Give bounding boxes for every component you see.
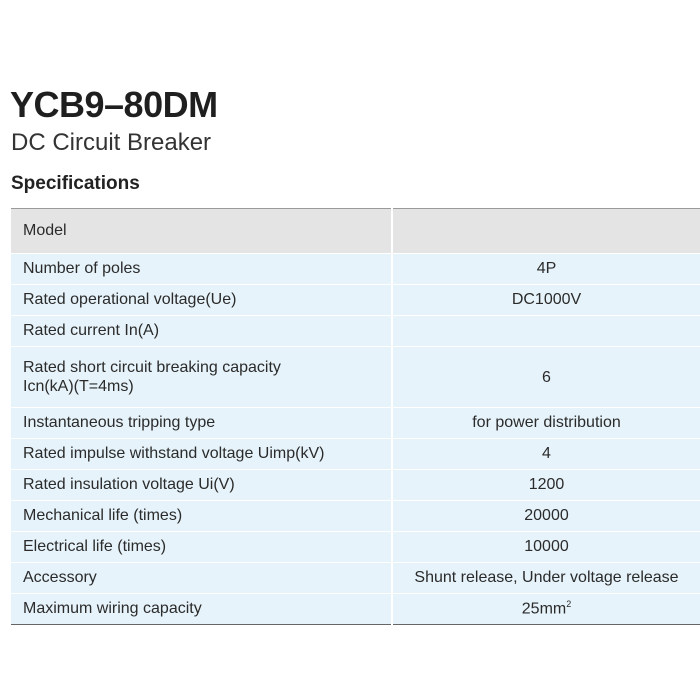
row-label-line1: Rated short circuit breaking capacity <box>23 359 281 376</box>
row-label: Instantaneous tripping type <box>11 408 392 439</box>
table-row <box>11 563 700 594</box>
row-label: Accessory <box>11 563 392 594</box>
row-value: 1200 <box>392 470 700 501</box>
specifications-heading: Specifications <box>11 173 140 194</box>
table-row <box>11 316 700 347</box>
table-row <box>11 439 700 470</box>
table-row <box>11 254 700 285</box>
row-value-text: 25mm <box>521 600 567 618</box>
row-value: DC1000V <box>392 285 700 316</box>
product-title: YCB9–80DM <box>10 84 218 125</box>
table-row <box>11 532 700 563</box>
row-value <box>392 594 700 625</box>
row-label: Rated insulation voltage Ui(V) <box>11 470 392 501</box>
row-label: Rated operational voltage(Ue) <box>11 285 392 316</box>
row-value: 20000 <box>392 501 700 532</box>
specifications-table <box>11 208 700 625</box>
row-label: Mechanical life (times) <box>11 501 392 532</box>
table-row <box>11 408 700 439</box>
table-row <box>11 470 700 501</box>
row-value-superscript: 2 <box>566 599 572 610</box>
row-label <box>11 347 392 408</box>
table-row <box>11 285 700 316</box>
row-value: 4 <box>392 439 700 470</box>
row-label: Electrical life (times) <box>11 532 392 563</box>
row-value: 4P <box>392 254 700 285</box>
table-row <box>11 347 700 408</box>
row-label: Rated impulse withstand voltage Uimp(kV) <box>11 439 392 470</box>
table-row <box>11 594 700 625</box>
header-label: Model <box>11 209 392 254</box>
row-value: 10000 <box>392 532 700 563</box>
row-label: Rated current In(A) <box>11 316 392 347</box>
product-subtitle: DC Circuit Breaker <box>11 129 212 156</box>
row-value <box>392 316 700 347</box>
row-value: for power distribution <box>392 408 700 439</box>
header-value <box>392 209 700 254</box>
row-label: Maximum wiring capacity <box>11 594 392 625</box>
row-value: Shunt release, Under voltage release <box>392 563 700 594</box>
row-label-line2: Icn(kA)(T=4ms) <box>23 378 134 395</box>
row-label: Number of poles <box>11 254 392 285</box>
table-row <box>11 501 700 532</box>
row-value: 6 <box>392 347 700 408</box>
table-header-row <box>11 209 700 254</box>
